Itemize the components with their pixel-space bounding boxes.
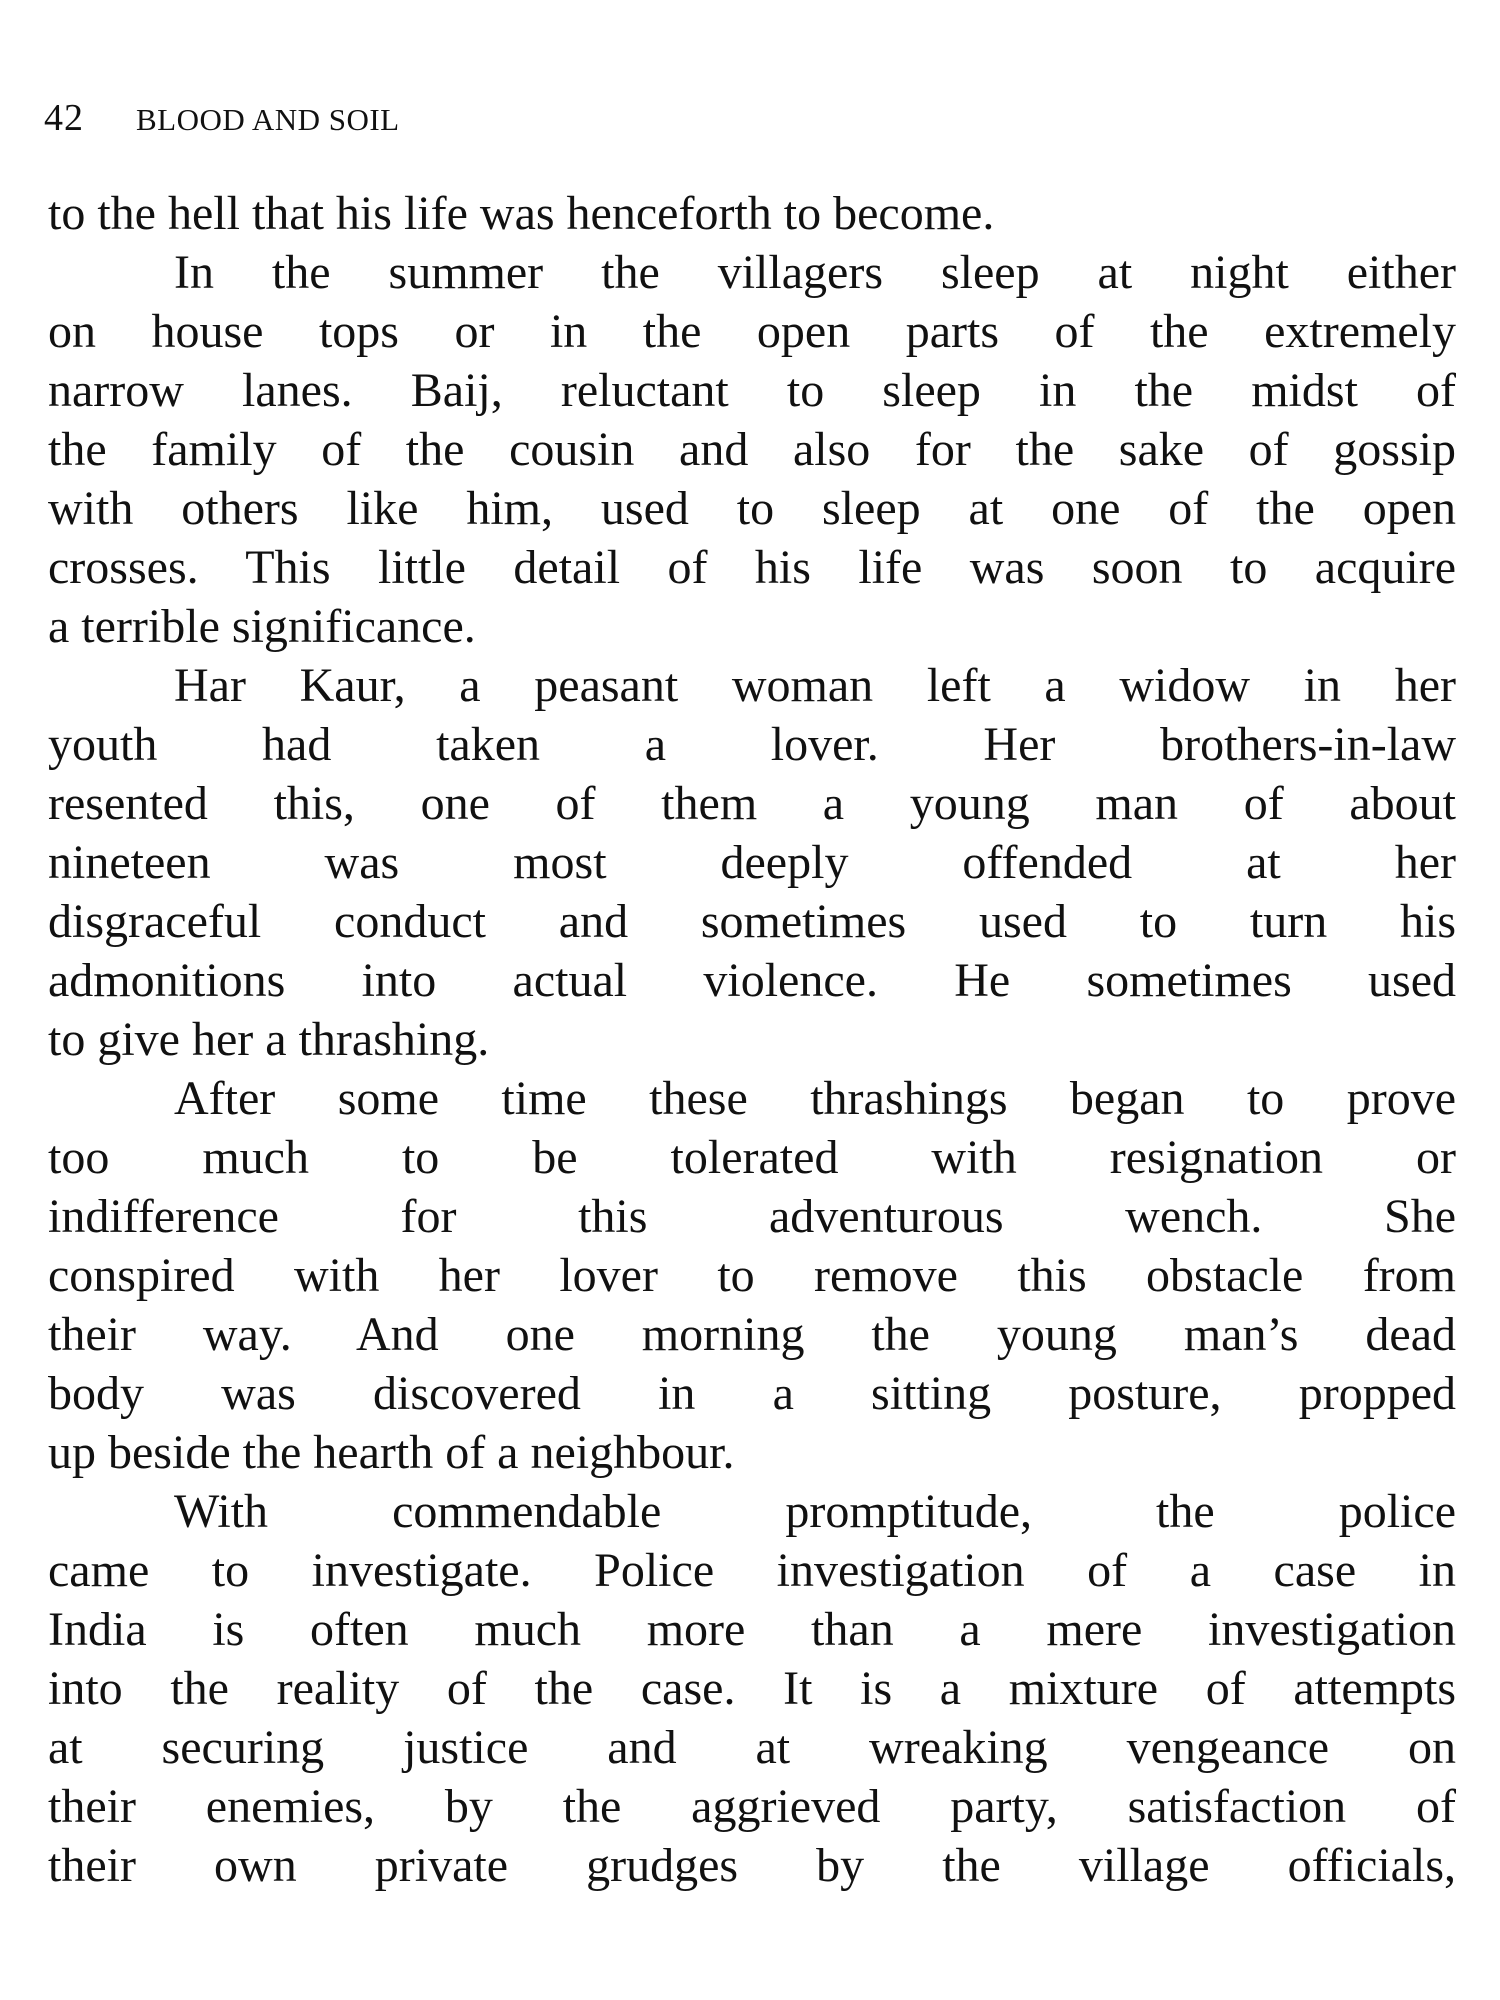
text-line: youth had taken a lover. Her brothers-in-law <box>48 718 1456 771</box>
page-number: 42 <box>44 97 84 139</box>
text-line: their own private grudges by the village officials, <box>48 1839 1456 1892</box>
text-line: After some time these thrashings began to prove <box>174 1072 1456 1125</box>
text-line: on house tops or in the open parts of the extremely <box>48 305 1456 358</box>
text-line: their enemies, by the aggrieved party, satisfaction of <box>48 1780 1456 1833</box>
text-line: a terrible significance. <box>48 600 476 653</box>
text-line: nineteen was most deeply offended at her <box>48 836 1456 889</box>
text-line: narrow lanes. Baij, reluctant to sleep in the midst of <box>48 364 1456 417</box>
text-line: with others like him, used to sleep at one of the open <box>48 482 1456 535</box>
text-line: India is often much more than a mere investigation <box>48 1603 1456 1656</box>
body-text <box>48 184 1456 1895</box>
text-line: disgraceful conduct and sometimes used to turn his <box>48 895 1456 948</box>
paragraph <box>48 656 1456 1069</box>
text-line: too much to be tolerated with resignation or <box>48 1131 1456 1184</box>
paragraph <box>48 243 1456 656</box>
text-line: conspired with her lover to remove this obstacle from <box>48 1249 1456 1302</box>
running-head <box>44 96 400 140</box>
text-line: up beside the hearth of a neighbour. <box>48 1426 735 1479</box>
paragraph <box>48 1482 1456 1895</box>
text-line: crosses. This little detail of his life was soon to acquire <box>48 541 1456 594</box>
text-line: With commendable promptitude, the police <box>174 1485 1456 1538</box>
text-line: at securing justice and at wreaking vengeance on <box>48 1721 1456 1774</box>
text-line: admonitions into actual violence. He sometimes used <box>48 954 1456 1007</box>
book-title: BLOOD AND SOIL <box>136 102 400 137</box>
text-line: the family of the cousin and also for the sake of gossip <box>48 423 1456 476</box>
paragraph <box>48 1069 1456 1482</box>
text-line: into the reality of the case. It is a mixture of attempts <box>48 1662 1456 1715</box>
text-line: came to investigate. Police investigation of a case in <box>48 1544 1456 1597</box>
text-line: body was discovered in a sitting posture, propped <box>48 1367 1456 1420</box>
text-line: their way. And one morning the young man’s dead <box>48 1308 1456 1361</box>
text-line: to the hell that his life was henceforth to become. <box>48 187 995 240</box>
text-line: Har Kaur, a peasant woman left a widow in her <box>174 659 1456 712</box>
text-line: resented this, one of them a young man of about <box>48 777 1456 830</box>
text-line: In the summer the villagers sleep at night either <box>174 246 1456 299</box>
text-line: to give her a thrashing. <box>48 1013 490 1066</box>
paragraph <box>48 184 1456 243</box>
text-line: indifference for this adventurous wench. She <box>48 1190 1456 1243</box>
